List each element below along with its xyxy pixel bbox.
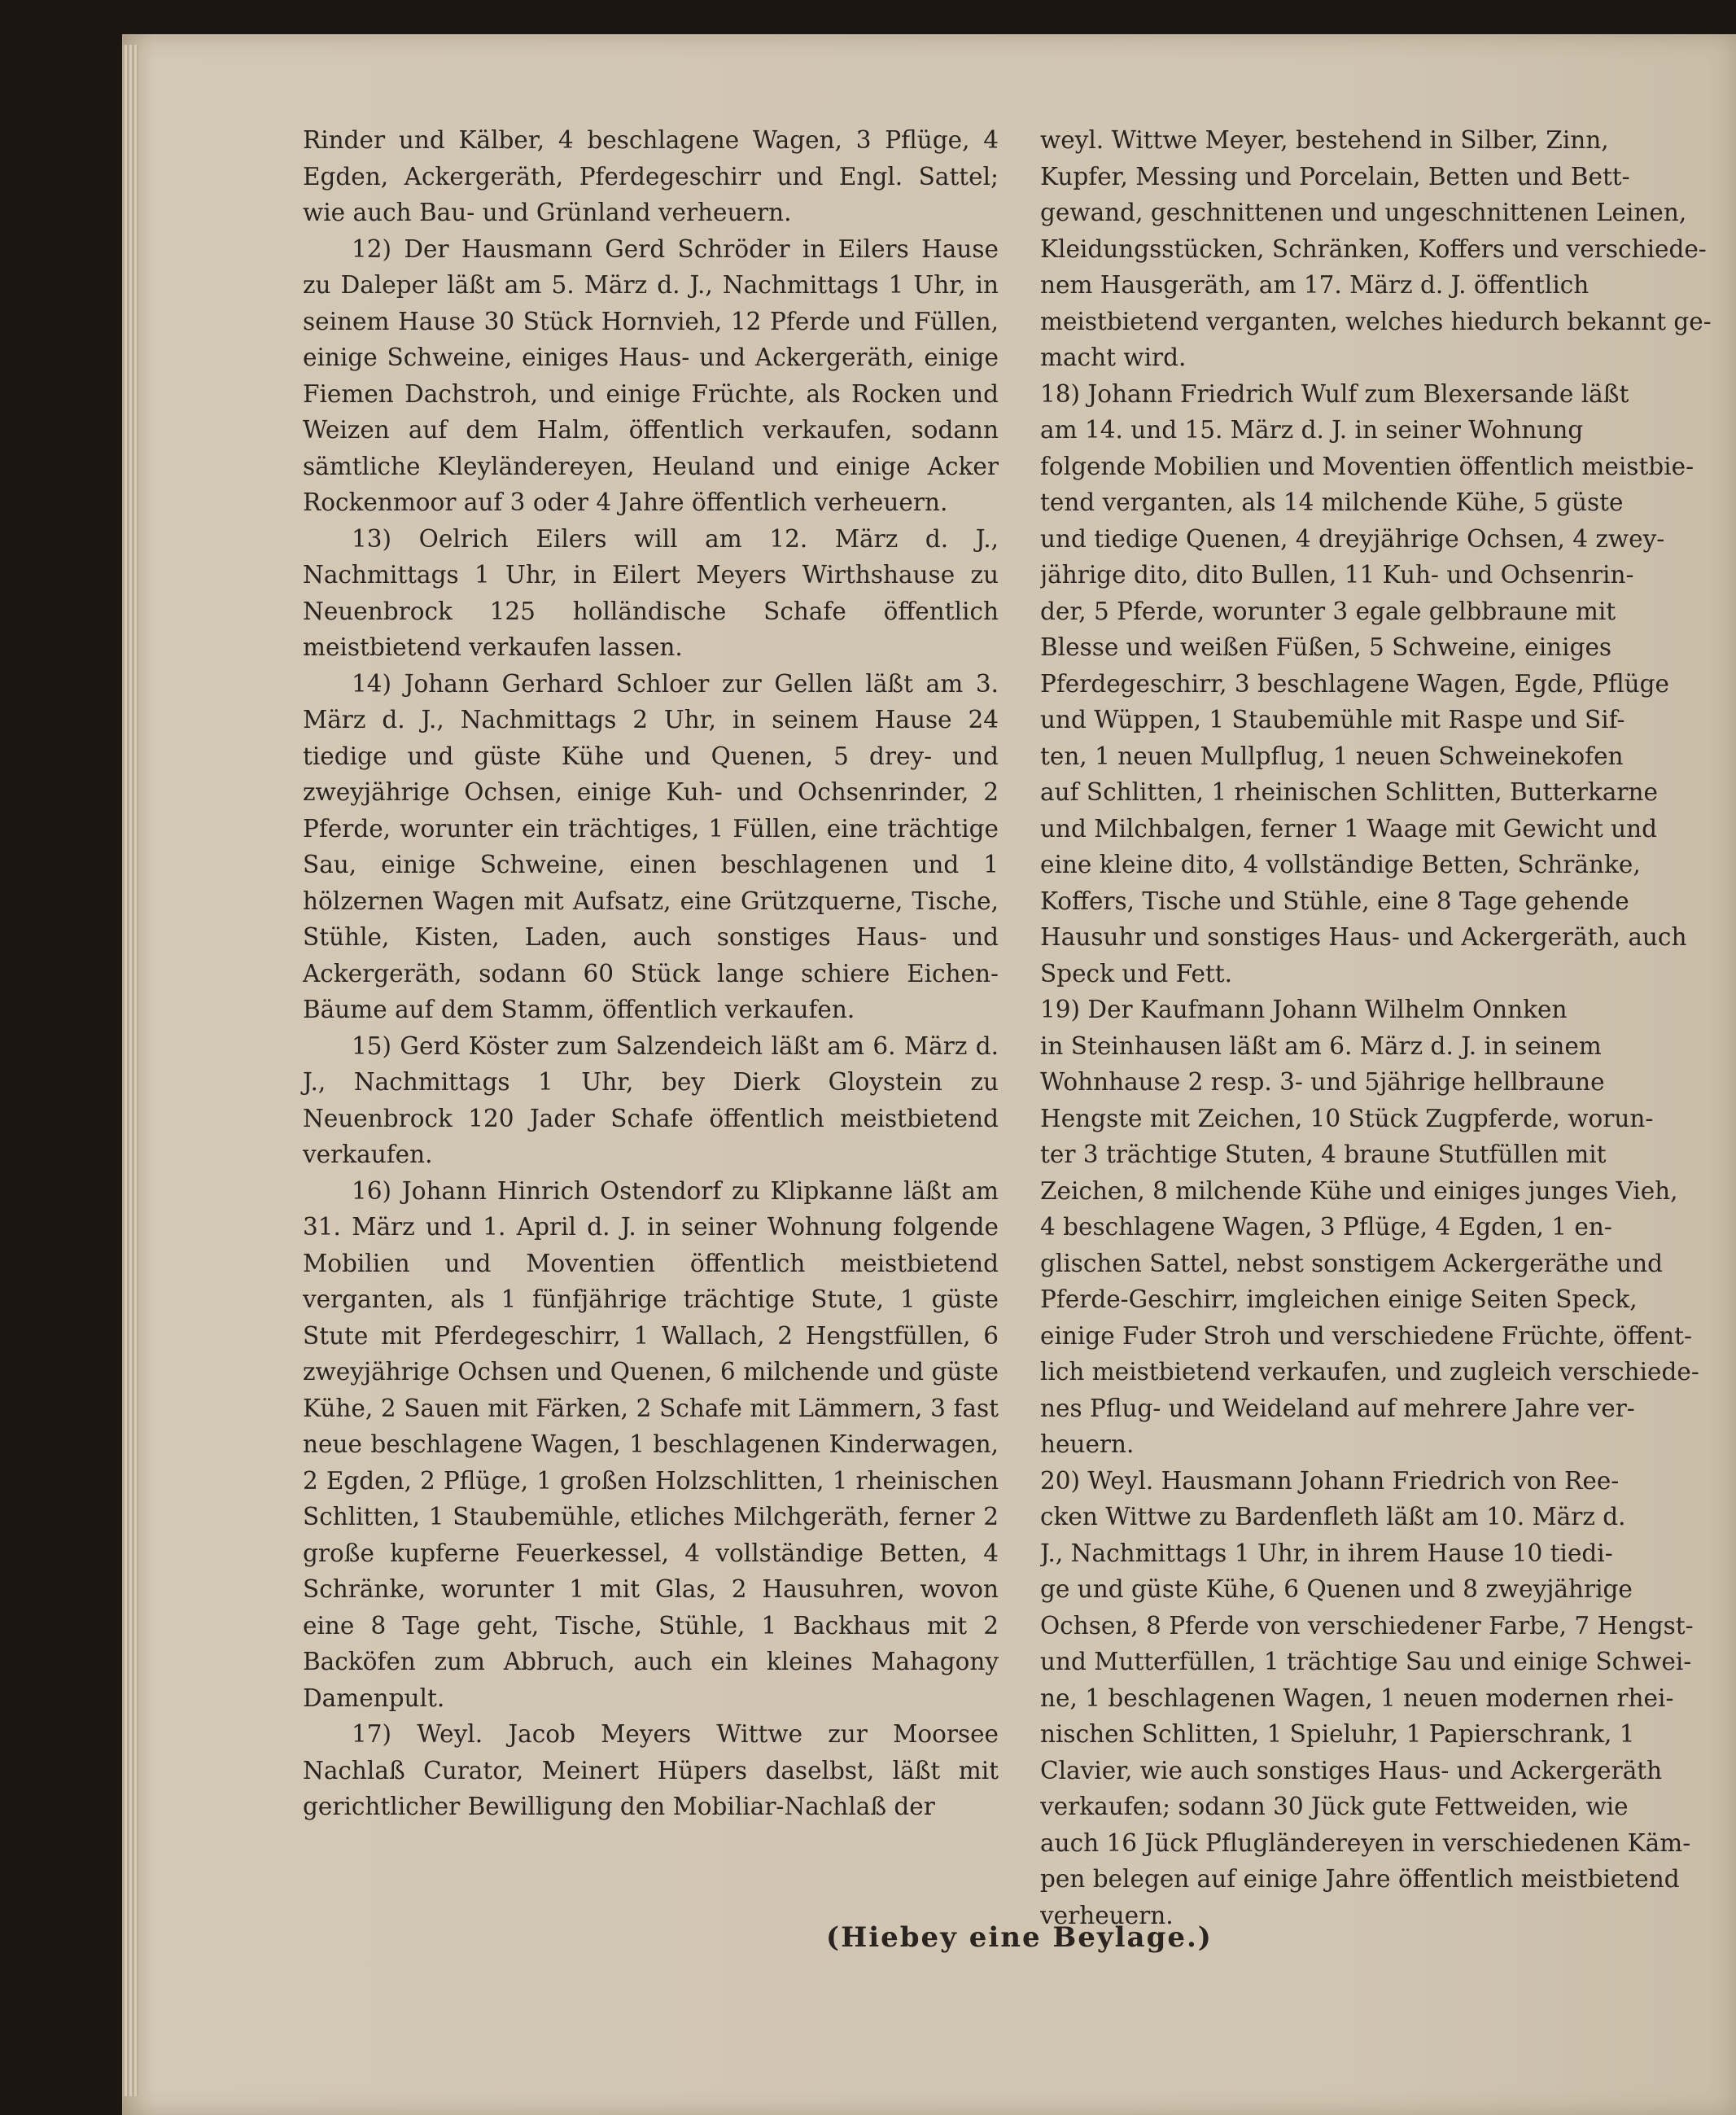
text-line: Kleidungsstücken, Schränken, Koffers und verschiede- xyxy=(1040,234,1707,263)
text-line: ge und güste Kühe, 6 Quenen und 8 zweyjährige xyxy=(1040,1575,1633,1603)
notice-13: 13) Oelrich Eilers will am 12. März d. J., Nachmittags 1 Uhr, in Eilert Meyers Wirthshause zu Neuenbrock 125 holländische Schafe öffentlich meistbietend verkaufen lassen. xyxy=(303,524,999,661)
text-line: und Milchbalgen, ferner 1 Waage mit Gewicht und xyxy=(1040,814,1658,843)
text-line: weyl. Wittwe Meyer, bestehend in Silber, Zinn, xyxy=(1040,126,1609,154)
right-column xyxy=(1040,122,1736,1933)
text-line: 19) Der Kaufmann Johann Wilhelm Onnken xyxy=(1040,996,1568,1023)
text-line: in Steinhausen läßt am 6. März d. J. in seinem xyxy=(1040,1031,1602,1060)
text-line: Clavier, wie auch sonstiges Haus- und Ackergeräth xyxy=(1040,1756,1663,1784)
text-line: Hengste mit Zeichen, 10 Stück Zugpferde, worun- xyxy=(1040,1104,1654,1132)
text-line: Speck und Fett. xyxy=(1040,959,1232,987)
text-line: Zeichen, 8 milchende Kühe und einiges junges Vieh, xyxy=(1040,1176,1678,1205)
text-line: macht wird. xyxy=(1040,344,1187,371)
text-line: und Wüppen, 1 Staubemühle mit Raspe und Sif- xyxy=(1040,706,1625,733)
text-line: der, 5 Pferde, worunter 3 egale gelbbraune mit xyxy=(1040,597,1616,625)
text-line: am 14. und 15. März d. J. in seiner Wohnung xyxy=(1040,416,1584,444)
supplement-note: (Hiebey eine Beylage.) xyxy=(826,1921,1213,1954)
text-line: tend verganten, als 14 milchende Kühe, 5 güste xyxy=(1040,488,1624,516)
notice-14: 14) Johann Gerhard Schloer zur Gellen läßt am 3. März d. J., Nachmittags 2 Uhr, in seinem Hause 24 tiedige und güste Kühe und Quenen, 5 drey- und zweyjährige Ochsen, einige Kuh- und Ochsenrinder, 2 Pferde, worunter ein trächtiges, 1 Füllen, eine trächtige Sau, einige Schweine, einen beschlagenen und 1 hölzernen Wagen mit Aufsatz, eine Grützquerne, Tische, Stühle, Kisten, Laden, auch sonstiges Haus- und Ackergeräth, sodann 60 Stück lange schiere Eichen-Bäume auf dem Stamm, öffentlich verkaufen. xyxy=(303,669,999,1023)
text-line: ne, 1 beschlagenen Wagen, 1 neuen modernen rhei- xyxy=(1040,1684,1674,1712)
text-line: 20) Weyl. Hausmann Johann Friedrich von Ree- xyxy=(1040,1466,1620,1495)
text-line: Hausuhr und sonstiges Haus- und Ackergeräth, auch xyxy=(1040,923,1687,951)
text-line: verkaufen; sodann 30 Jück gute Fettweiden, wie xyxy=(1040,1793,1629,1820)
text-line: gewand, geschnittenen und ungeschnittenen Leinen, xyxy=(1040,199,1687,226)
text-line: heuern. xyxy=(1040,1430,1135,1458)
text-line: ten, 1 neuen Mullpflug, 1 neuen Schweinekofen xyxy=(1040,742,1624,770)
text-line: folgende Mobilien und Moventien öffentlich meistbie- xyxy=(1040,452,1694,480)
text-line: jährige dito, dito Bullen, 11 Kuh- und Ochsenrin- xyxy=(1040,561,1634,589)
text-line: verheuern. xyxy=(1040,1901,1174,1929)
text-line: Ochsen, 8 Pferde von verschiedener Farbe, 7 Hengst- xyxy=(1040,1611,1694,1640)
text-line: Pferde-Geschirr, imgleichen einige Seiten Speck, xyxy=(1040,1285,1638,1313)
text-line: cken Wittwe zu Bardenfleth läßt am 10. März d. xyxy=(1040,1503,1626,1530)
notice-12: 12) Der Hausmann Gerd Schröder in Eilers Hause zu Daleper läßt am 5. März d. J., Nachmittags 1 Uhr, in seinem Hause 30 Stück Hornvieh, 12 Pferde und Füllen, einige Schweine, einiges Haus- und Ackergeräth, einige Fiemen Dachstroh, und einige Früchte, als Rocken und Weizen auf dem Halm, öffentlich verkaufen, sodann sämtliche Kleyländereyen, Heuland und einige Acker Rockenmoor auf 3 oder 4 Jahre öffentlich verheuern. xyxy=(303,234,999,516)
text-line: und tiedige Quenen, 4 dreyjährige Ochsen, 4 zwey- xyxy=(1040,524,1665,553)
text-line: Blesse und weißen Füßen, 5 Schweine, einiges xyxy=(1040,633,1612,661)
text-line: auch 16 Jück Pflugländereyen in verschiedenen Käm- xyxy=(1040,1828,1691,1857)
text-line: Wohnhause 2 resp. 3- und 5jährige hellbraune xyxy=(1040,1068,1605,1096)
left-column xyxy=(303,122,999,1825)
notice-17: 17) Weyl. Jacob Meyers Wittwe zur Moorsee Nachlaß Curator, Meinert Hüpers daselbst, läßt mit gerichtlicher Bewilligung den Mobiliar-Nachlaß der xyxy=(303,1720,999,1820)
text-line: glischen Sattel, nebst sonstigem Ackergeräthe und xyxy=(1040,1249,1663,1277)
text-line: und Mutterfüllen, 1 trächtige Sau und einige Schwei- xyxy=(1040,1648,1692,1675)
text-line: nischen Schlitten, 1 Spieluhr, 1 Papierschrank, 1 xyxy=(1040,1720,1635,1748)
text-line: Pferdegeschirr, 3 beschlagene Wagen, Egde, Pflüge xyxy=(1040,669,1669,698)
text-line: ter 3 trächtige Stuten, 4 braune Stutfüllen mit xyxy=(1040,1141,1607,1168)
text-line: lich meistbietend verkaufen, und zugleich verschiede- xyxy=(1040,1358,1699,1386)
notice-15: 15) Gerd Köster zum Salzendeich läßt am 6. März d. J., Nachmittags 1 Uhr, bey Dierk Gloystein zu Neuenbrock 120 Jader Schafe öffentlich meistbietend verkaufen. xyxy=(303,1031,999,1168)
text-line: nem Hausgeräth, am 17. März d. J. öffentlich xyxy=(1040,271,1590,299)
text-line: auf Schlitten, 1 rheinischen Schlitten, Butterkarne xyxy=(1040,778,1658,806)
text-line: Kupfer, Messing und Porcelain, Betten und Bett- xyxy=(1040,162,1630,190)
text-line: nes Pflug- und Weideland auf mehrere Jahre ver- xyxy=(1040,1394,1635,1422)
text-line: eine kleine dito, 4 vollständige Betten, Schränke, xyxy=(1040,851,1641,878)
text-line: meistbietend verganten, welches hiedurch bekannt ge- xyxy=(1040,307,1712,335)
text-line: pen belegen auf einige Jahre öffentlich meistbietend xyxy=(1040,1865,1680,1893)
text-line: Koffers, Tische und Stühle, eine 8 Tage gehende xyxy=(1040,887,1629,915)
page-binding-edge xyxy=(122,45,138,2096)
notice-16: 16) Johann Hinrich Ostendorf zu Klipkanne läßt am 31. März und 1. April d. J. in seiner Wohnung folgende Mobilien und Moventien öffentlich meistbietend verganten, als 1 fünfjährige trächtige Stute, 1 güste Stute mit Pferdegeschirr, 1 Wallach, 2 Hengstfüllen, 6 zweyjährige Ochsen und Quenen, 6 milchende und güste Kühe, 2 Sauen mit Färken, 2 Schafe mit Lämmern, 3 fast neue beschlagene Wagen, 1 beschlagenen Kinderwagen, 2 Egden, 2 Pflüge, 1 großen Holzschlitten, 1 rheinischen Schlitten, 1 Staubemühle, etliches Milchgeräth, ferner 2 große kupferne Feuerkessel, 4 vollständige Betten, 4 Schränke, worunter 1 mit Glas, 2 Hausuhren, wovon eine 8 Tage geht, Tische, Stühle, 1 Backhaus mit 2 Backöfen zum Abbruch, auch ein kleines Mahagony Damenpult. xyxy=(303,1176,999,1712)
text-line: einige Fuder Stroh und verschiedene Früchte, öffent- xyxy=(1040,1321,1693,1350)
text-line: 4 beschlagene Wagen, 3 Pflüge, 4 Egden, 1 en- xyxy=(1040,1213,1612,1241)
text-line: J., Nachmittags 1 Uhr, in ihrem Hause 10 tiedi- xyxy=(1040,1539,1613,1567)
paragraph-continuation: Rinder und Kälber, 4 beschlagene Wagen, 3 Pflüge, 4 Egden, Ackergeräth, Pferdegeschirr und Engl. Sattel; wie auch Bau- und Grünland verheuern. xyxy=(303,126,999,226)
text-line: 18) Johann Friedrich Wulf zum Blexersande läßt xyxy=(1040,379,1629,408)
